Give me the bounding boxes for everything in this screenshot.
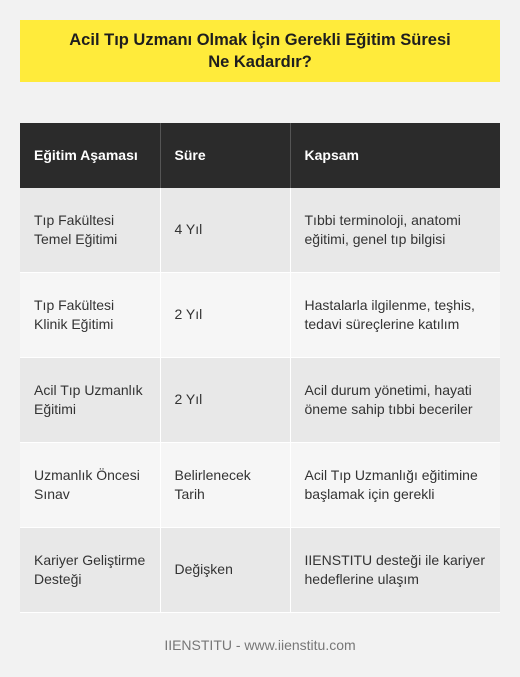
table-body [20,188,500,613]
header-cell-duration: Süre [160,123,290,188]
table-row [20,443,500,528]
table-header [20,123,500,188]
table-cell-scope: Acil Tıp Uzmanlığı eğitimine başlamak için gerekli [290,443,500,528]
table-row [20,528,500,613]
table-cell-duration: Belirlenecek Tarih [160,443,290,528]
table-cell-duration: 4 Yıl [160,188,290,273]
header-cell-scope: Kapsam [290,123,500,188]
table-cell-stage: Acil Tıp Uzmanlık Eğitimi [20,358,160,443]
table-row [20,358,500,443]
table-row [20,188,500,273]
table-cell-duration: 2 Yıl [160,358,290,443]
education-table [20,123,500,613]
table-cell-scope: Tıbbi terminoloji, anatomi eğitimi, genel tıp bilgisi [290,188,500,273]
footer-credit: IIENSTITU - www.iienstitu.com [164,637,356,653]
table-cell-stage: Tıp Fakültesi Klinik Eğitimi [20,273,160,358]
table-cell-stage: Uzmanlık Öncesi Sınav [20,443,160,528]
title-banner [20,20,500,82]
table-cell-stage: Tıp Fakültesi Temel Eğitimi [20,188,160,273]
table-cell-scope: Hastalarla ilgilenme, teşhis, tedavi süreçlerine katılım [290,273,500,358]
table-cell-duration: 2 Yıl [160,273,290,358]
table-row [20,273,500,358]
table-cell-duration: Değişken [160,528,290,613]
header-row [20,123,500,188]
table-cell-scope: Acil durum yönetimi, hayati öneme sahip tıbbi beceriler [290,358,500,443]
page-title: Acil Tıp Uzmanı Olmak İçin Gerekli Eğitim Süresi Ne Kadardır? [69,31,451,71]
table-cell-scope: IIENSTITU desteği ile kariyer hedeflerine ulaşım [290,528,500,613]
header-cell-stage: Eğitim Aşaması [20,123,160,188]
table-cell-stage: Kariyer Geliştirme Desteği [20,528,160,613]
